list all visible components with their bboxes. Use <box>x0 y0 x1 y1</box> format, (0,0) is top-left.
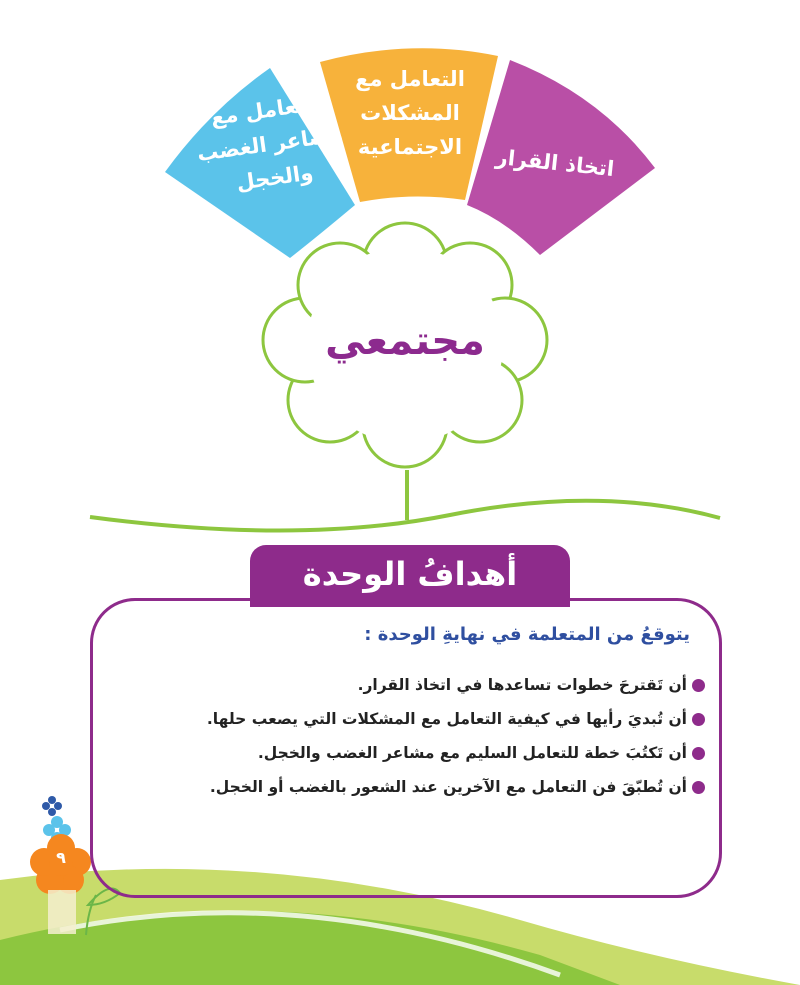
goal-text: أن تُبديَ رأيها في كيفية التعامل مع المشكلات التي يصعب حلها. <box>206 710 687 728</box>
goal-item <box>105 702 705 736</box>
goal-text: أن تَقترحَ خطوات تساعدها في اتخاذ القرار. <box>357 676 687 694</box>
center-title: مجتمعي <box>325 318 485 364</box>
segment-right-label: اتخاذ القرار <box>494 144 616 182</box>
goal-text: أن تَكتُبَ خطة للتعامل السليم مع مشاعر الغضب والخجل. <box>257 744 687 762</box>
goals-title: أهدافُ الوحدة <box>302 555 518 593</box>
bullet-icon <box>692 713 705 726</box>
bullet-icon <box>692 747 705 760</box>
goals-list <box>105 668 705 804</box>
goals-header-tab <box>250 545 570 607</box>
small-blue-flower <box>42 796 62 816</box>
goals-intro: يتوقعُ من المتعلمة في نهايةِ الوحدة : <box>364 624 690 645</box>
segment-middle-label: التعامل مع المشكلات الاجتماعية <box>355 67 465 159</box>
goal-item <box>105 668 705 702</box>
segment-left-label: التعامل مع مشاعر الغضب والخجل <box>195 90 345 195</box>
goal-text: أن تُطبّقَ فن التعامل مع الآخرين عند الشعور بالغضب أو الخجل. <box>209 778 687 796</box>
bullet-icon <box>692 781 705 794</box>
goal-item <box>105 770 705 804</box>
bullet-icon <box>692 679 705 692</box>
page-number: ٩ <box>56 848 66 867</box>
goal-item <box>105 736 705 770</box>
